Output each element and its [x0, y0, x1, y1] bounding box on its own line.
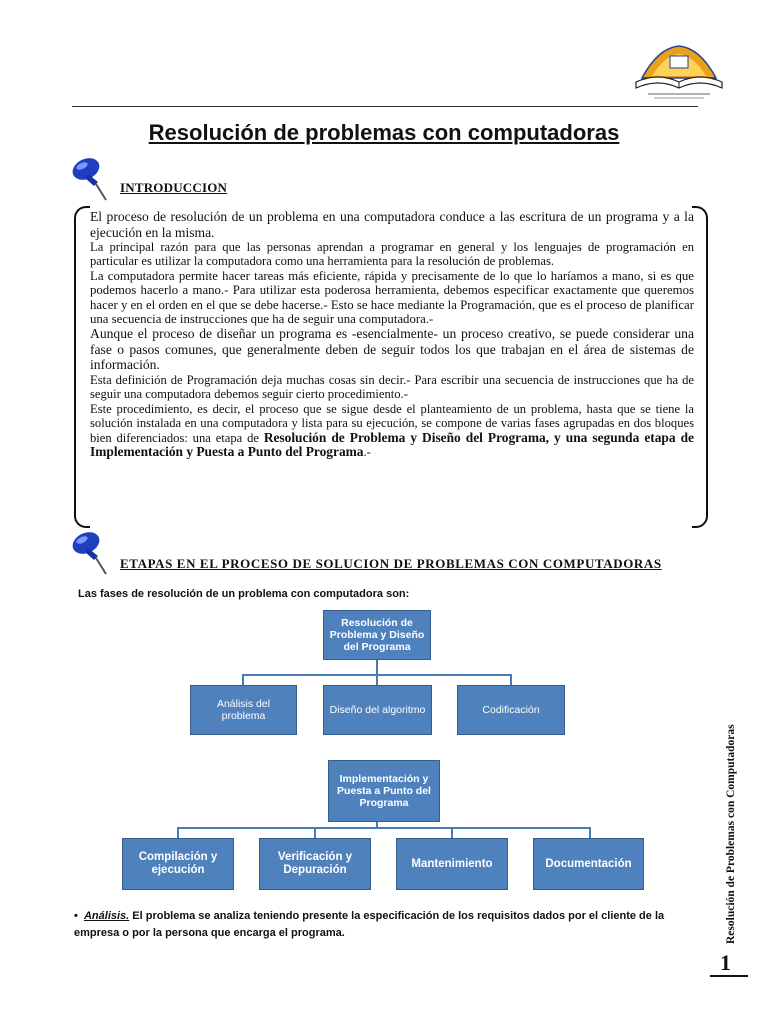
stages-heading: ETAPAS EN EL PROCESO DE SOLUCION DE PROBLEMAS CON COMPUTADORAS: [120, 556, 662, 571]
diagram-box-algorithm: Diseño del algoritmo: [323, 685, 432, 735]
analysis-paragraph: • Análisis. El problema se analiza teniendo presente la especificación de los requisitos dados por el cliente de la empresa o por la persona que encarga el programa.: [74, 910, 665, 939]
page-number: 1: [720, 950, 731, 975]
svg-text:Resolución de Problemas con Co: Resolución de Problemas con Computadoras: [725, 724, 737, 944]
page-title: Resolución de problemas con computadoras: [148, 120, 620, 145]
page-number-rule: [710, 975, 748, 977]
stages-intro: Las fases de resolución de un problema con computadora son:: [78, 588, 410, 600]
side-title: [706, 700, 746, 948]
intro-paragraph: Aunque el proceso de diseñar un programa es -esencialmente- un proceso creativo, se puede considerar una fase o pasos comunes, que generalmente deben de seguir todos los que trabajan en el área de sistemas de información.: [90, 326, 694, 373]
diagram-box-maintenance: Mantenimiento: [396, 838, 508, 890]
diagram-box-compilation: Compilación y ejecución: [122, 838, 234, 890]
intro-paragraph-final: Este procedimiento, es decir, el proceso que se sigue desde el planteamiento de un problema, hasta que se tiene la solución instalada en una computadora y lista para su ejecución, se compone de varias fases agrupadas en dos bloques bien diferenciados: una etapa de Resolución de Problema y Diseño del Programa, y una segunda etapa de Implementación y Puesta a Punto del Programa.-: [90, 401, 694, 459]
intro-heading: INTRODUCCION: [120, 180, 228, 195]
diagram-box-verification: Verificación y Depuración: [259, 838, 371, 890]
diagram-box-implementation: Implementación y Puesta a Punto del Programa: [328, 760, 440, 822]
diagram-box-documentation: Documentación: [533, 838, 644, 890]
intro-paragraph: La computadora permite hacer tareas más eficiente, rápida y precisamente de lo que lo haríamos a mano, si es que podemos hacerlo a mano.- Para utilizar esta poderosa herramienta, debemos especificar exactamente que queremos hacer y en el orden en el que se debe hacerse.- Esto se hace mediante la Programación, que es el proceso de planificar una secuencia de instrucciones que ha de seguir una computadora.-: [90, 268, 694, 327]
diagram-box-coding: Codificación: [457, 685, 565, 735]
diagram-box-analysis: Análisis del problema: [190, 685, 297, 735]
intro-paragraph: El proceso de resolución de un problema en una computadora conduce a las escritura de un programa y a la ejecución en la misma.: [90, 209, 694, 240]
diagram-box-problem-design: Resolución de Problema y Diseño del Programa: [323, 610, 431, 660]
intro-paragraph: Esta definición de Programación deja muchas cosas sin decir.- Para escribir una secuencia de instrucciones que ha de seguir una computadora debemos seguir cierto procedimiento.-: [90, 372, 694, 402]
intro-paragraph: La principal razón para que las personas aprendan a programar en general y los lenguajes de programación en particular es utilizar la computadora como una herramienta para la resolución de problemas.: [90, 240, 694, 269]
